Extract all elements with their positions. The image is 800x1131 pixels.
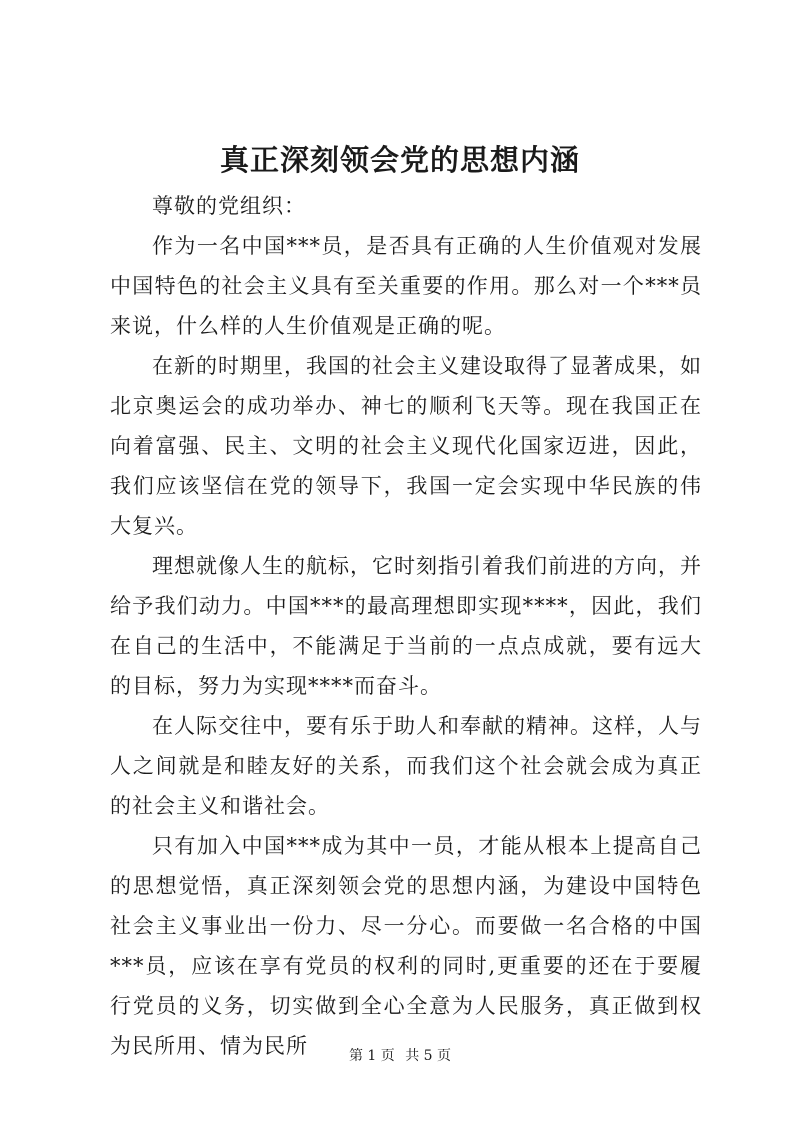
document-title: 真正深刻领会党的思想内涵 <box>219 143 580 177</box>
paragraph: 在人际交往中，要有乐于助人和奉献的精神。这样，人与人之间就是和睦友好的关系，而我们这个社会就会成为真正的社会主义和谐社会。 <box>110 714 702 818</box>
paragraph: 只有加入中国***成为其中一员，才能从根本上提高自己的思想觉悟，真正深刻领会党的思想内涵，为建设中国特色社会主义事业出一份力、尽一分心。而要做一名合格的中国***员，应该在享有党员的权利的同时,更重要的还在于要履行党员的义务，切实做到全心全意为人民服务，真正做到权为民所用、情为民所 <box>110 834 702 1058</box>
paragraph: 在新的时期里，我国的社会主义建设取得了显著成果，如北京奥运会的成功举办、神七的顺利飞天等。现在我国正在向着富强、民主、文明的社会主义现代化国家迈进，因此，我们应该坚信在党的领导下，我国一定会实现中华民族的伟大复兴。 <box>110 354 702 538</box>
paragraph: 作为一名中国***员，是否具有正确的人生价值观对发展中国特色的社会主义具有至关重要的作用。那么对一个***员来说，什么样的人生价值观是正确的呢。 <box>110 234 702 338</box>
page-footer <box>0 1046 800 1066</box>
page-total: 共 5 页 <box>405 1048 452 1064</box>
paragraph: 理想就像人生的航标，它时刻指引着我们前进的方向，并给予我们动力。中国***的最高理想即实现****，因此，我们在自己的生活中，不能满足于当前的一点点成就，要有远大的目标，努力为实现****而奋斗。 <box>110 554 702 698</box>
page-number: 第 1 页 <box>348 1048 395 1064</box>
document-body <box>110 186 702 1066</box>
salutation: 尊敬的党组织： <box>152 194 306 218</box>
